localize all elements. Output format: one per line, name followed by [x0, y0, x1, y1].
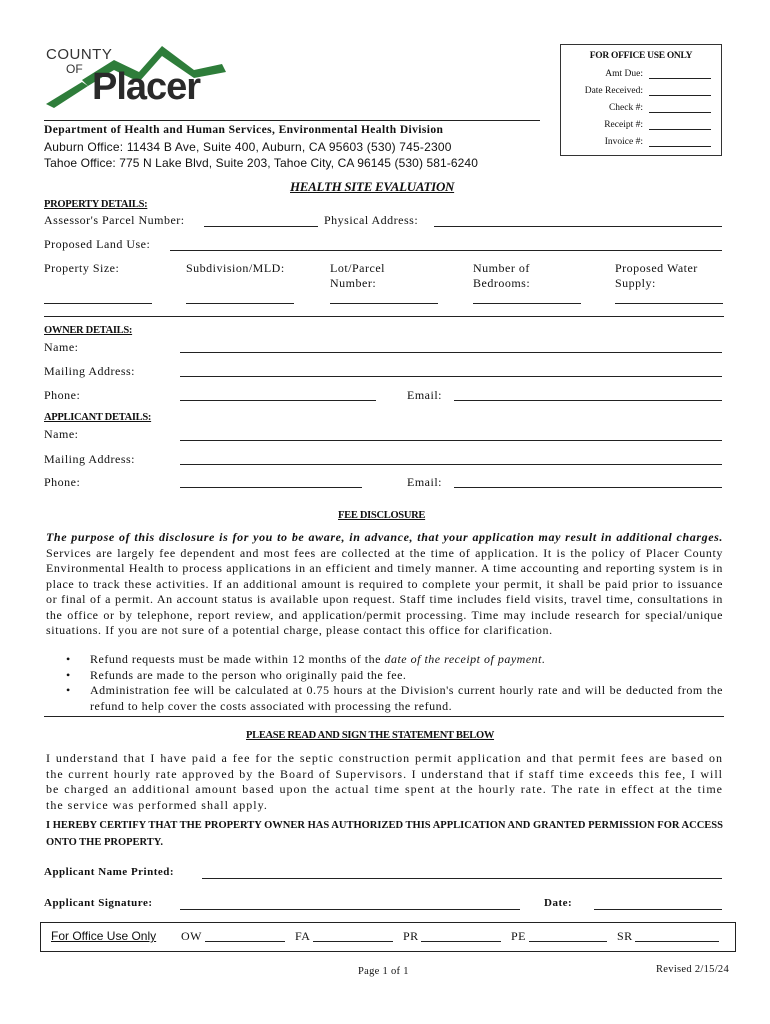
department-heading: Department of Health and Human Services, Environmental Health Division — [44, 124, 444, 136]
applicant-email-field[interactable] — [454, 487, 722, 488]
page-number: Page 1 of 1 — [358, 966, 409, 977]
pr-label: PR — [403, 929, 419, 943]
applicant-mailing-label: Mailing Address: — [44, 452, 135, 466]
revised-date: Revised 2/15/24 — [656, 964, 730, 975]
auburn-office: Auburn Office: 11434 B Ave, Suite 400, Auburn, CA 95603 (530) 745-2300 — [44, 140, 452, 154]
tahoe-office: Tahoe Office: 775 N Lake Blvd, Suite 203, Tahoe City, CA 96145 (530) 581-6240 — [44, 156, 478, 170]
ow-label: OW — [181, 929, 202, 943]
applicant-details-heading: APPLICANT DETAILS: — [44, 412, 152, 423]
office-use-title: FOR OFFICE USE ONLY — [589, 51, 693, 61]
fee-bullet-list — [66, 652, 723, 714]
applicant-email-label: Email: — [407, 475, 442, 489]
applicant-phone-label: Phone: — [44, 475, 81, 489]
sr-field[interactable] — [635, 941, 719, 942]
owner-mailing-label: Mailing Address: — [44, 364, 135, 378]
office-row-receipt — [561, 120, 711, 130]
owner-phone-field[interactable] — [180, 400, 376, 401]
physical-address-field[interactable] — [434, 226, 722, 227]
statement-heading: PLEASE READ AND SIGN THE STATEMENT BELOW — [246, 730, 495, 741]
certify-text: I HEREBY CERTIFY THAT THE PROPERTY OWNER HAS AUTHORIZED THIS APPLICATION AND GRANTED PERMISSION FOR ACCESS ONTO THE PROPERTY. — [46, 820, 723, 848]
owner-email-label: Email: — [407, 388, 442, 402]
bullet-italic-text: date of the receipt of payment. — [384, 652, 546, 666]
logo-placer-text: Placer — [92, 66, 201, 108]
office-use-only-row — [40, 922, 736, 952]
fa-label: FA — [295, 929, 311, 943]
logo-county-text: COUNTY — [46, 46, 113, 63]
ow-field[interactable] — [205, 941, 285, 942]
apn-field[interactable] — [204, 226, 318, 227]
applicant-name-label: Name: — [44, 427, 79, 441]
pr-field[interactable] — [421, 941, 501, 942]
list-item: • Administration fee will be calculated at 0.75 hours at the Division's current hourly rate and will be deducted from the refund to help cover the costs associated with processing the refund. — [66, 683, 723, 713]
subdivision-field[interactable] — [186, 303, 294, 304]
apn-label: Assessor's Parcel Number: — [44, 213, 185, 227]
section-divider — [44, 316, 724, 317]
physical-address-label: Physical Address: — [324, 213, 419, 227]
header-rule — [44, 120, 540, 121]
office-row-label: Invoice #: — [604, 137, 643, 147]
office-row-amt-due — [561, 69, 711, 79]
pe-field[interactable] — [529, 941, 607, 942]
sr-label: SR — [617, 929, 633, 943]
office-row-label: Amt Due: — [605, 69, 643, 79]
owner-details-heading: OWNER DETAILS: — [44, 325, 133, 336]
office-row-invoice — [561, 137, 711, 147]
fee-disclosure-heading: FEE DISCLOSURE — [338, 510, 426, 521]
applicant-mailing-field[interactable] — [180, 464, 722, 465]
fee-body: Services are largely fee dependent and most fees are collected at the time of application. It is the policy of Placer County Environmental Health to process applications in an efficient and timely manner. A time accounting and reporting system is in place to track these activities. If an additional amount is required to complete your permit, it shall be paid prior to issuance or final of a permit. An account status is available upon request. Staff time includes field visits, travel time, consultations in the office or by telephone, report review, and application/permit processing. Time may include research for special/unique situations. If you are not sure of a potential charge, please contact this office for clarification. — [46, 545, 723, 637]
office-row-date-received — [561, 86, 711, 96]
owner-email-field[interactable] — [454, 400, 722, 401]
section-divider — [44, 716, 724, 717]
bedrooms-label: Number of Bedrooms: — [473, 261, 531, 290]
list-item: • Refunds are made to the person who originally paid the fee. — [66, 667, 407, 682]
owner-phone-label: Phone: — [44, 388, 81, 402]
fee-disclosure-text — [46, 530, 723, 639]
subdivision-label: Subdivision/MLD: — [186, 261, 285, 275]
office-row-label: Date Received: — [584, 86, 643, 96]
office-row-label: Check #: — [608, 103, 643, 113]
fee-intro-bold: The purpose of this disclosure is for you to be aware, in advance, that your application may result in additional charges. — [46, 530, 723, 544]
lot-parcel-field[interactable] — [330, 303, 438, 304]
form-title: HEALTH SITE EVALUATION — [290, 179, 455, 194]
list-item: • Refund requests must be made within 12 months of the date of the receipt of payment. — [66, 652, 546, 666]
fa-field[interactable] — [313, 941, 393, 942]
pe-label: PE — [511, 929, 527, 943]
owner-name-label: Name: — [44, 340, 79, 354]
property-size-field[interactable] — [44, 303, 152, 304]
office-row-check — [561, 103, 711, 113]
water-supply-label: Proposed Water Supply: — [615, 261, 698, 290]
statement-text: I understand that I have paid a fee for the septic construction permit application and that permit fees are based on the current hourly rate approved by the Board of Supervisors. I understand that if staff time exceeds this fee, I will be charged an additional amount based upon the actual time spent at the hourly rate. The rate in effect at the time the service was performed shall apply. — [46, 751, 723, 812]
land-use-field[interactable] — [170, 250, 722, 251]
applicant-name-field[interactable] — [180, 440, 722, 441]
county-logo — [44, 42, 234, 112]
owner-mailing-field[interactable] — [180, 376, 722, 377]
lot-parcel-label: Lot/Parcel Number: — [330, 261, 385, 290]
office-row-label: Receipt #: — [604, 120, 643, 130]
office-only-label: For Office Use Only — [51, 929, 157, 943]
applicant-signature-label: Applicant Signature: — [44, 897, 153, 909]
bullet-text: Refund requests must be made within 12 months of the — [90, 652, 381, 666]
applicant-signature-field[interactable] — [180, 909, 520, 910]
water-supply-field[interactable] — [615, 303, 723, 304]
date-label: Date: — [544, 897, 573, 909]
bullet-text: Administration fee will be calculated at 0.75 hours at the Division's current hourly rate and will be deducted from the refund to help cover the costs associated with processing the refund. — [90, 683, 723, 713]
logo-of-text: OF — [66, 62, 83, 76]
date-field[interactable] — [594, 909, 722, 910]
bedrooms-field[interactable] — [473, 303, 581, 304]
applicant-name-printed-label: Applicant Name Printed: — [44, 866, 175, 878]
land-use-label: Proposed Land Use: — [44, 237, 151, 251]
office-use-box — [560, 44, 722, 156]
bullet-text: Refunds are made to the person who originally paid the fee. — [90, 667, 407, 682]
property-details-heading: PROPERTY DETAILS: — [44, 199, 148, 210]
owner-name-field[interactable] — [180, 352, 722, 353]
property-size-label: Property Size: — [44, 261, 120, 275]
applicant-phone-field[interactable] — [180, 487, 362, 488]
applicant-name-printed-field[interactable] — [202, 878, 722, 879]
